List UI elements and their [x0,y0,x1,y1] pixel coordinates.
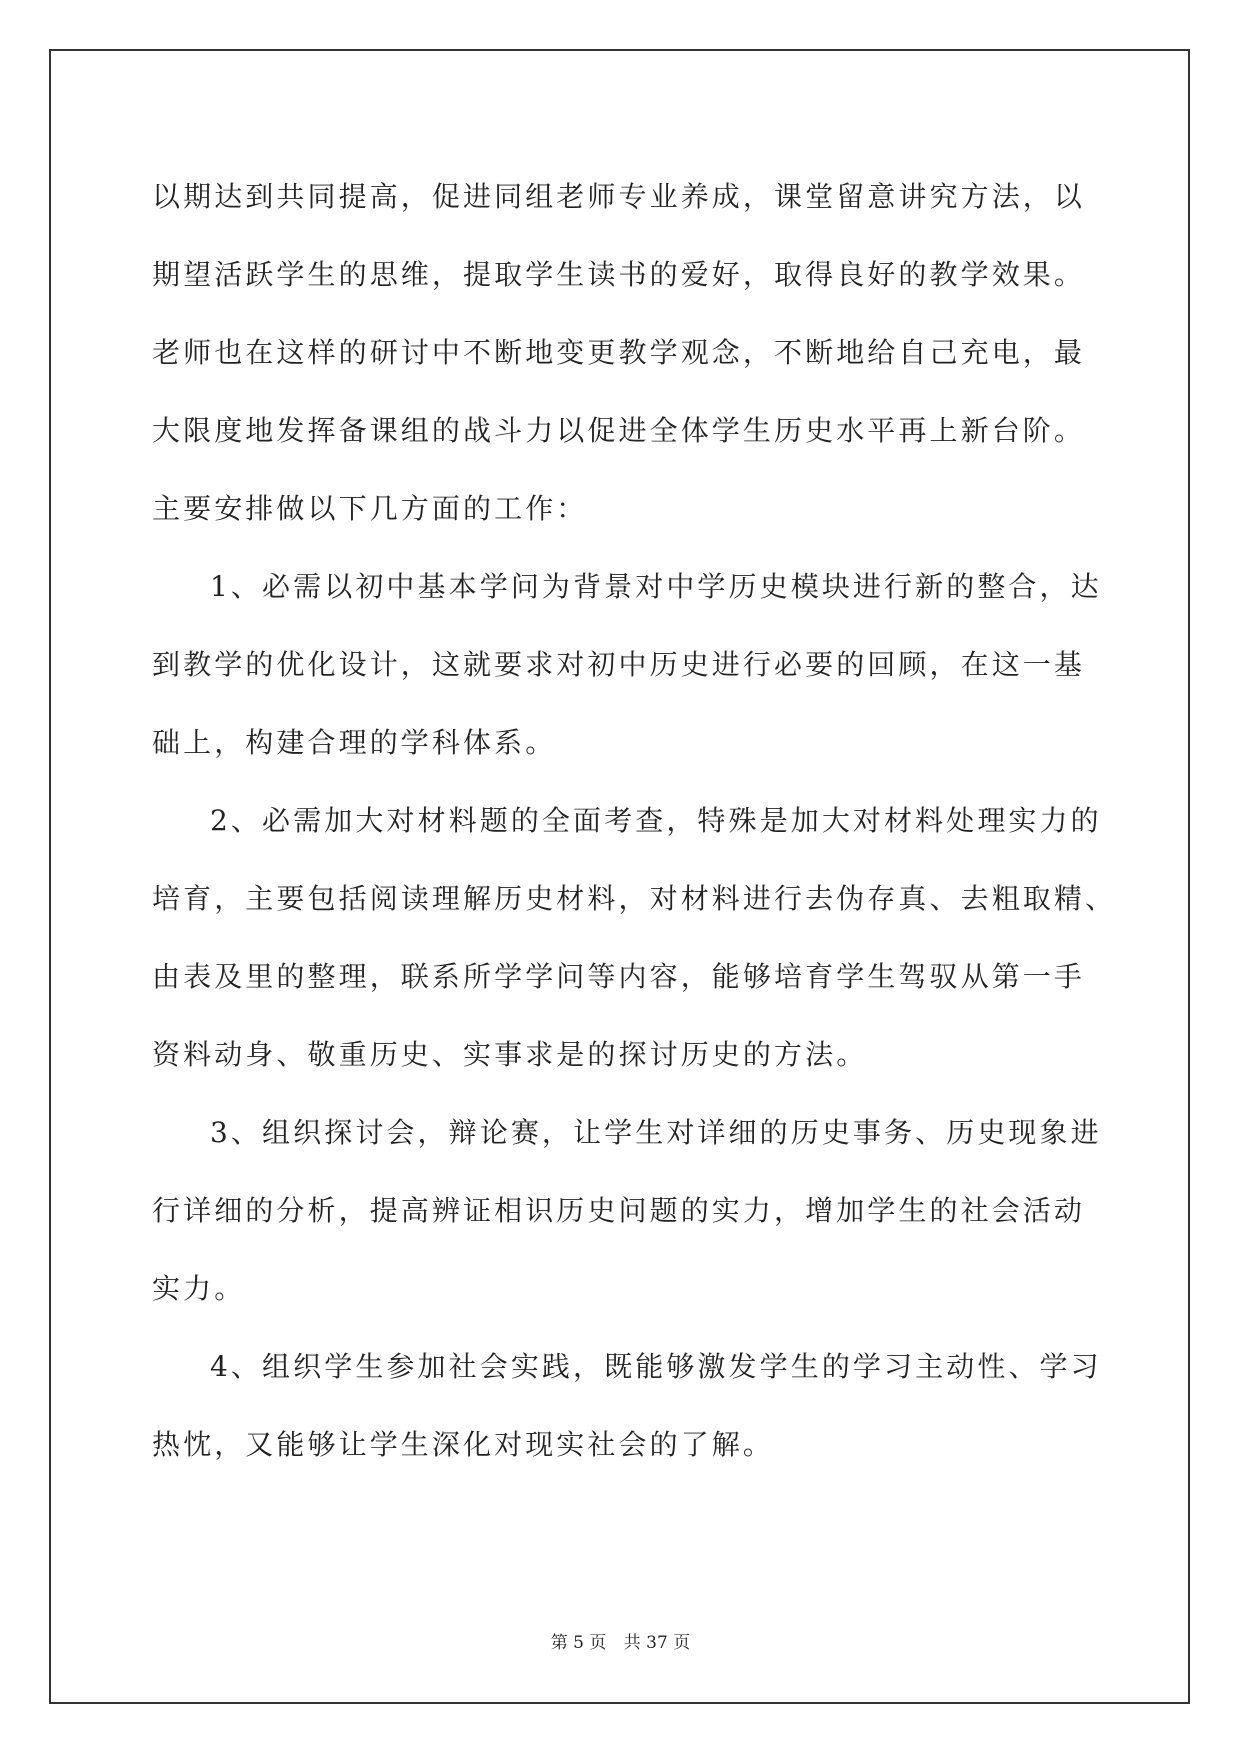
text-line: 资料动身、敬重历史、实事求是的探讨历史的方法。 [152,1038,868,1071]
paragraph-4-start: 4、组织学生参加社会实践，既能够激发学生的学习主动性、学习 [210,1350,1102,1383]
paragraph-2-start: 2、必需加大对材料题的全面考查，特殊是加大对材料处理实力的 [210,804,1102,837]
text-line: 到教学的优化设计，这就要求对初中历史进行必要的回顾，在这一基 [152,648,1086,681]
paragraph-3-start: 3、组织探讨会，辩论赛，让学生对详细的历史事务、历史现象进 [210,1116,1102,1149]
text-line: 础上，构建合理的学科体系。 [152,726,557,759]
text-line: 由表及里的整理，联系所学学问等内容，能够培育学生驾驭从第一手 [152,960,1086,993]
text-line: 热忱，又能够让学生深化对现实社会的了解。 [152,1428,775,1461]
page-footer [0,1628,1241,1653]
document-body [152,158,1117,1484]
page-total: 共 37 页 [623,1633,691,1653]
text-line: 实力。 [152,1272,246,1305]
paragraph-1-start: 1、必需以初中基本学问为背景对中学历史模块进行新的整合，达 [210,570,1102,603]
text-line: 培育，主要包括阅读理解历史材料，对材料进行去伪存真、去粗取精、 [152,882,1117,915]
page-number: 第 5 页 [550,1633,607,1653]
text-line: 大限度地发挥备课组的战斗力以促进全体学生历史水平再上新台阶。 [152,414,1086,447]
text-line: 老师也在这样的研讨中不断地变更教学观念，不断地给自己充电，最 [152,336,1086,369]
text-line: 行详细的分析，提高辨证相识历史问题的实力，增加学生的社会活动 [152,1194,1086,1227]
text-line: 主要安排做以下几方面的工作： [152,492,588,525]
text-line: 以期达到共同提高，促进同组老师专业养成，课堂留意讲究方法，以 [152,180,1086,213]
text-line: 期望活跃学生的思维，提取学生读书的爱好，取得良好的教学效果。 [152,258,1086,291]
